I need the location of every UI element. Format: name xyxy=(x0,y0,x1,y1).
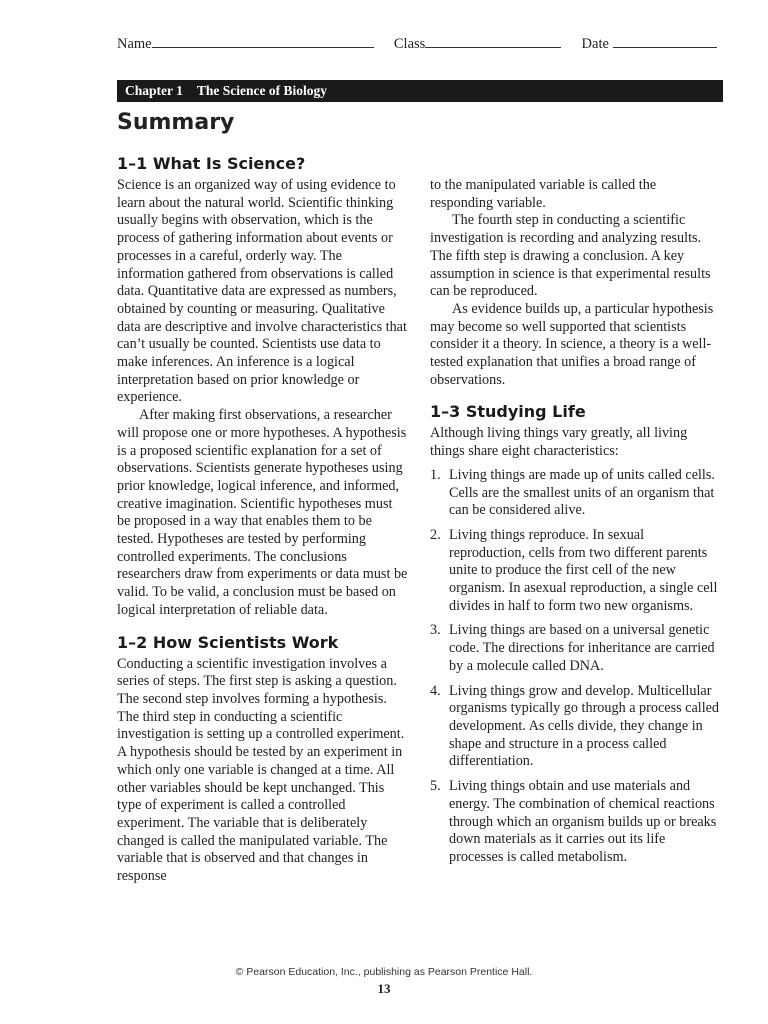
section-1-2-paragraph-3: As evidence builds up, a particular hypothesis may become so well supported that scientists consider it a theory. In science, a theory is a well-tested explanation that unifies a broad range of observations. xyxy=(430,300,714,388)
list-item-number: 2. xyxy=(430,526,441,543)
name-blank[interactable] xyxy=(152,33,374,48)
list-item-number: 4. xyxy=(430,682,441,699)
left-column xyxy=(117,154,409,886)
chapter-number: Chapter 1 xyxy=(125,83,183,98)
list-item-text: Living things are made up of units called cells. Cells are the smallest units of an organism that can be considered alive. xyxy=(449,466,715,519)
list-item-number: 5. xyxy=(430,778,441,795)
characteristics-list xyxy=(430,467,722,867)
list-item-number: 1. xyxy=(430,466,441,483)
date-blank[interactable] xyxy=(613,33,717,48)
list-item-text: Living things obtain and use materials and energy. The combination of chemical reactions through which an organism builds up or breaks down materials as it carries out its life processes is called metabolism. xyxy=(449,778,717,865)
page-number: 13 xyxy=(377,981,391,996)
right-column xyxy=(430,177,722,874)
list-item-text: Living things grow and develop. Multicellular organisms typically go through a process called development. As cells divide, they change in shape and structure in a process called differentiation. xyxy=(449,682,720,770)
list-item-text: Living things are based on a universal genetic code. The directions for inheritance are carried by a molecule called DNA. xyxy=(449,622,715,674)
list-item-text: Living things reproduce. In sexual reproduction, cells from two different parents unite to produce the first cell of the new organism. In asexual reproduction, a single cell divides in half to form two new organisms. xyxy=(449,526,718,614)
name-label: Name xyxy=(117,36,152,52)
chapter-banner xyxy=(117,80,723,102)
section-heading-1-1: 1–1 What Is Science? xyxy=(117,154,306,173)
list-item xyxy=(430,778,722,867)
page-title: Summary xyxy=(117,110,235,135)
student-info-line xyxy=(117,33,723,53)
list-item xyxy=(430,467,722,520)
section-1-3-intro: Although living things vary greatly, all living things share eight characteristics: xyxy=(430,425,688,460)
section-heading-1-2: 1–2 How Scientists Work xyxy=(117,632,339,652)
list-item xyxy=(430,527,722,616)
chapter-title: The Science of Biology xyxy=(196,83,328,98)
section-heading-1-3: 1–3 Studying Life xyxy=(430,402,586,422)
copyright-notice: © Pearson Education, Inc., publishing as Pearson Prentice Hall. xyxy=(235,966,533,978)
section-1-1-paragraph-2: After making first observations, a researcher will propose one or more hypotheses. A hypothesis is a proposed scientific explanation for a set of observations. Scientists generate hypotheses using prior knowledge, logical inference, and informed, creative imagination. Scientific hypotheses must be proposed in a way that enables them to be tested. Hypotheses are tested by performing controlled experiments. The conclusions researchers draw from experiments or data must be valid. To be valid, a conclusion must be based on logical interpretation of reliable data. xyxy=(117,407,408,618)
date-label: Date xyxy=(581,36,609,52)
list-item-number: 3. xyxy=(430,622,441,639)
section-1-2-paragraph-1-continued: to the manipulated variable is called the responding variable. xyxy=(430,177,657,211)
class-blank[interactable] xyxy=(425,33,561,48)
section-1-2-paragraph-2: The fourth step in conducting a scientific investigation is recording and analyzing results. The fifth step is drawing a conclusion. A key assumption in science is that experimental results can be reproduced. xyxy=(430,212,711,300)
list-item xyxy=(430,683,722,772)
section-1-2-paragraph-1: Conducting a scientific investigation involves a series of steps. The first step is asking a question. The second step involves forming a hypothesis. The third step in conducting a scientific investigation is setting up a controlled experiment. A hypothesis should be tested by an experiment in which only one variable is changed at a time. All other variables should be kept unchanged. This type of experiment is called a controlled experiment. The variable that is deliberately changed is called the manipulated variable. The variable that is observed and that changes in response xyxy=(117,655,405,885)
class-label: Class xyxy=(393,36,426,52)
section-1-1-paragraph-1: Science is an organized way of using evidence to learn about the natural world. Scientific thinking usually begins with observation, which is the process of gathering information about events or processes in a careful, orderly way. The information gathered from observations is called data. Quantitative data are expressed as numbers, obtained by counting or measuring. Qualitative data are descriptive and involve characteristics that can’t usually be counted. Scientists use data to make inferences. An inference is a logical interpretation based on prior knowledge or experience. xyxy=(117,177,407,406)
list-item xyxy=(430,622,722,675)
